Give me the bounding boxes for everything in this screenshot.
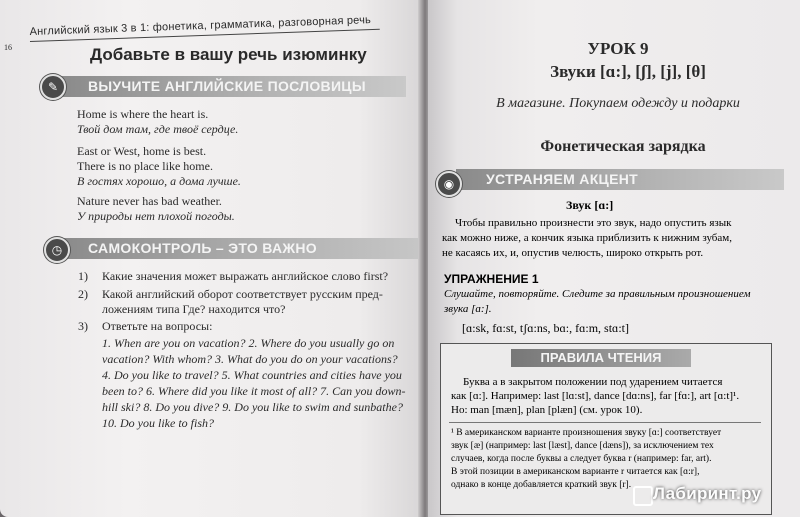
- question-text: ложениям типа Где? находится что?: [102, 302, 286, 316]
- answer-line: been to? 6. Where did you like it most of all? 7. Can you down-: [102, 384, 406, 398]
- watermark-logo-icon: [633, 486, 653, 506]
- answer-line: 4. Do you like to travel? 5. What countries and cities have you: [102, 368, 402, 382]
- proverb-ru: Твой дом там, где твоё сердце.: [77, 122, 239, 136]
- pencil-icon: ✎: [40, 74, 66, 100]
- section-band-selfcheck: [58, 238, 422, 259]
- exercise-instruction: звука [ɑ:].: [444, 303, 492, 315]
- page-number: 16: [4, 43, 12, 52]
- target-icon: ◉: [436, 171, 462, 197]
- proverb-en: Home is where the heart is.: [77, 107, 209, 121]
- section-band-proverbs: [58, 76, 406, 97]
- phonetics-title: Фонетическая зарядка: [540, 138, 706, 155]
- rule-line: Но: man [mæn], plan [plæn] (см. урок 10).: [451, 404, 643, 416]
- answer-line: 10. Do you like to fish?: [102, 416, 214, 430]
- footnote-line: однако в конце добавляется краткий звук [r].: [451, 480, 632, 490]
- rule-line: как [ɑ:]. Например: last [lɑ:st], dance [dɑ:ns], far [fɑ:], art [ɑ:t]¹.: [451, 390, 740, 402]
- question-text: Ответьте на вопросы:: [102, 319, 213, 333]
- watermark: Лабиринт.ру: [653, 484, 762, 503]
- answer-line: hill ski? 8. Do you dive? 9. Do you like to swim and sunbathe?: [102, 400, 403, 414]
- proverb-en: Nature never has bad weather.: [77, 194, 222, 208]
- footnote-line: звук [æ] (например: last [læst], dance [dæns]), за исключением тех: [451, 441, 714, 451]
- transcription: [ɑ:sk, fɑ:st, tʃɑ:ns, bɑ:, fɑ:m, stɑ:t]: [462, 321, 629, 335]
- lesson-title: УРОК 9: [587, 39, 649, 58]
- sound-label: Звук [ɑ:]: [566, 198, 614, 212]
- section-heading-accent: УСТРАНЯЕМ АКЦЕНТ: [486, 171, 638, 187]
- rules-heading: ПРАВИЛА ЧТЕНИЯ: [511, 349, 691, 367]
- answer-line: 1. When are you on vacation? 2. Where do you usually go on: [102, 336, 395, 350]
- question-number: 1): [78, 269, 88, 283]
- clock-icon: ◷: [44, 237, 70, 263]
- proverb-en: There is no place like home.: [77, 159, 213, 173]
- proverb-ru: В гостях хорошо, а дома лучше.: [77, 174, 241, 188]
- lesson-sounds: Звуки [ɑ:], [ʃ], [j], [θ]: [550, 62, 706, 81]
- rule-line: Буква a в закрытом положении под ударением читается: [463, 376, 723, 388]
- answer-line: vacation? With whom? 3. What do you do on your vacations?: [102, 352, 398, 366]
- footnote-line: В этой позиции в американском варианте r читается как [ɑ:r],: [451, 467, 700, 477]
- page-title: Добавьте в вашу речь изюминку: [90, 45, 367, 64]
- question-number: 2): [78, 287, 88, 301]
- question-text: Какие значения может выражать английское слово first?: [102, 269, 389, 283]
- paragraph-line: Чтобы правильно произнести это звук, надо опустить язык: [455, 217, 732, 229]
- section-heading-proverbs: ВЫУЧИТЕ АНГЛИЙСКИЕ ПОСЛОВИЦЫ: [88, 78, 366, 94]
- footnote-line: ¹ В американском варианте произношения звуку [ɑ:] соответствует: [451, 428, 722, 438]
- question-number: 3): [78, 319, 88, 333]
- lesson-subtitle: В магазине. Покупаем одежду и подарки: [496, 96, 740, 111]
- exercise-title: УПРАЖНЕНИЕ 1: [444, 272, 539, 286]
- proverb-en: East or West, home is best.: [77, 144, 207, 158]
- paragraph-line: как можно ниже, а кончик языка приблизить к нижним зубам,: [442, 232, 733, 244]
- proverb-ru: У природы нет плохой погоды.: [77, 209, 235, 223]
- running-head: Английский язык 3 в 1: фонетика, грамматика, разговорная речь: [29, 14, 379, 42]
- paragraph-line: не касаясь их, и, опустив челюсть, широко открыть рот.: [442, 247, 704, 259]
- section-heading-selfcheck: САМОКОНТРОЛЬ – ЭТО ВАЖНО: [88, 240, 317, 256]
- footnote-line: случаев, когда после буквы a следует буква r (например: far, art).: [451, 454, 712, 464]
- exercise-instruction: Слушайте, повторяйте. Следите за правильным произношением: [444, 288, 751, 300]
- question-text: Какой английский оборот соответствует русским пред-: [102, 287, 383, 301]
- section-band-accent: [456, 169, 784, 190]
- rules-divider: [449, 422, 761, 423]
